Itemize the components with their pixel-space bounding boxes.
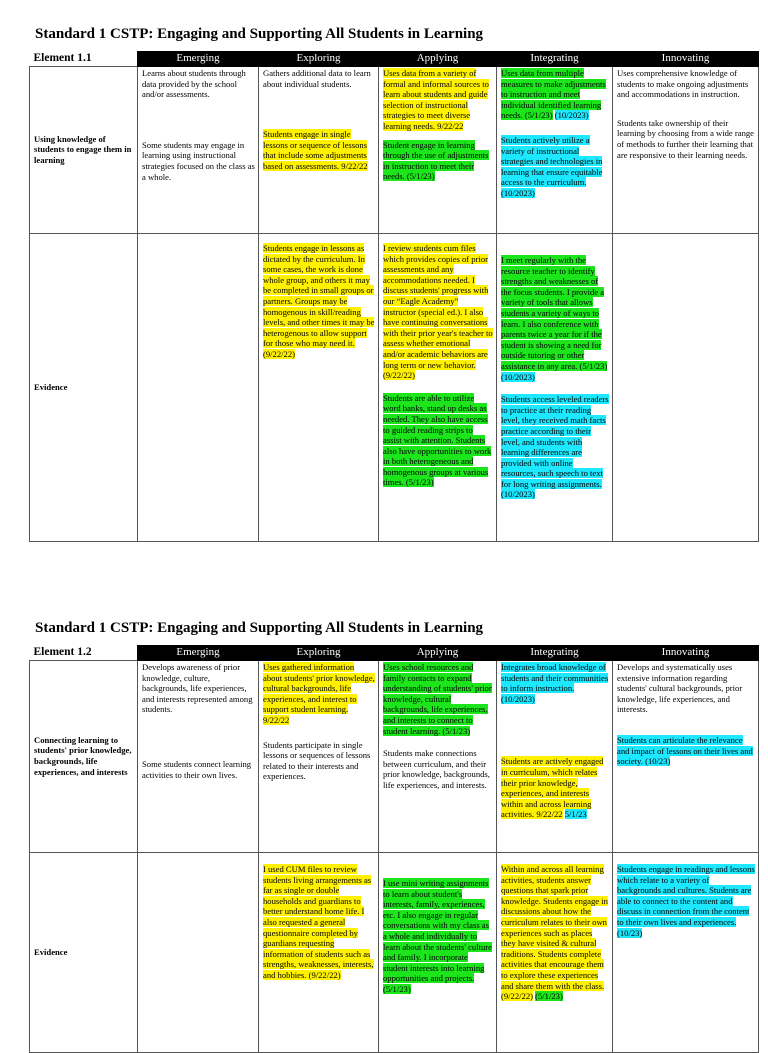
innovating-cell — [613, 67, 759, 234]
column-header-exploring: Exploring — [259, 52, 379, 67]
emerging-cell — [138, 67, 259, 234]
element-1-1-table — [29, 51, 759, 542]
descriptor-text: Develops and systematically uses extensive information regarding students' cultural backgrounds, prior knowledge, life experiences, and interests. — [617, 662, 743, 715]
element-1-2-table — [29, 645, 759, 1053]
emerging-cell — [138, 853, 259, 1053]
row-label: Evidence — [30, 234, 138, 542]
descriptor-text: Some students may engage in learning using instructional strategies focused on the class as a whole. — [142, 139, 255, 182]
row-label: Connecting learning to students' prior knowledge, backgrounds, life experiences, and interests — [30, 661, 138, 853]
highlighted-text: Students are actively engaged in curriculum, which relates their prior knowledge, experiences, and interests within and across learning activities. 9/22/22 — [501, 756, 604, 820]
applying-cell — [379, 661, 497, 853]
highlighted-text: I meet regularly with the resource teacher to identify strengths and weaknesses of the focus students. I provide a variety of tools that allows students a variety of ways to learn. I also conference with parents twice a year for if the student is showing a need for outside tutoring or other assistance in any area. (5/1/23) — [501, 255, 608, 371]
integrating-cell — [497, 67, 613, 234]
column-header-innovating: Innovating — [613, 52, 759, 67]
section2-title: Standard 1 CSTP: Engaging and Supporting All Students in Learning — [35, 620, 484, 636]
highlighted-text: Uses school resources and family contacts to expand understanding of students' prior knowledge, cultural backgrounds, life experiences, and interests to connect to student learning. (5/1/23) — [383, 662, 492, 736]
highlighted-text: 5/1/23 — [564, 809, 587, 820]
applying-cell — [379, 234, 497, 542]
descriptor-text: Uses comprehensive knowledge of students to make ongoing adjustments and accommodations in instruction. — [617, 68, 749, 100]
row-label: Using knowledge of students to engage them in learning — [30, 67, 138, 234]
highlighted-text: Within and across all learning activities, students answer questions that spark prior knowledge. Students engage in discussions about how the curriculum relates to their own experiences such as places they have visited & cultural traditions. Students complete activities that encourage them to explore these experiences and share them with the class. — [501, 864, 608, 991]
highlighted-text: Uses data from a variety of formal and informal sources to learn about students and guide selection of instructional strategies to meet diverse learning needs. 9/22/22 — [383, 68, 489, 131]
highlighted-text: Students are able to utilize word banks, stand up desks as needed. They also have access to guided reading strips to assist with attention. Students also have opportunities to work in both heterogeneous and homogenous groups at various times. (5/1/23) — [383, 392, 492, 488]
column-header-applying: Applying — [379, 646, 497, 661]
descriptor-text: Some students connect learning activities to their own lives. — [142, 758, 252, 780]
descriptor-text: Students take ownership of their learning by choosing from a wide range of methods to further their learning that are responsive to their learning needs. — [617, 117, 754, 160]
element-label: Element 1.1 — [30, 52, 138, 67]
highlighted-text: Students actively utilize a variety of instructional strategies and technologies in learning that ensure equitable access to the curriculum. (10/2023) — [501, 134, 603, 198]
column-header-emerging: Emerging — [138, 646, 259, 661]
highlighted-text: Students engage in lessons as dictated by the curriculum. In some cases, the work is done whole group, and others it may be completed in small groups or partners. Groups may be homogenous in skill/reading levels, and other times it may be heterogenous to allow support for those who may need it. (9/22/22) — [263, 243, 375, 359]
descriptor-text: Students participate in single lessons or sequences of lessons related to their interests and experiences. — [263, 739, 371, 782]
exploring-cell — [259, 661, 379, 853]
descriptor-text: Develops awareness of prior knowledge, culture, backgrounds, life experiences, and interests represented among students. — [142, 662, 253, 715]
integrating-cell — [497, 853, 613, 1053]
highlighted-text: I review students cum files which provides copies of prior assessments and any accommodations needed. I discuss students' progress with our “Eagle Academy” instructor (special ed.). I also have continuing conversations with their prior year's teacher to assess whether emotional and/or academic behaviors are long term or new behavior. (9/22/22) — [383, 243, 493, 381]
highlighted-text: Student engage in learning through the use of adjustments in instruction to meet their needs. (5/1/23) — [383, 139, 489, 182]
descriptor-text: Learns about students through data provided by the school and/or assessments. — [142, 68, 246, 100]
table-row — [30, 67, 759, 234]
highlighted-text: Students can articulate the relevance and impact of lessons on their lives and society. (10/23) — [617, 734, 753, 767]
highlighted-text: Uses gathered information about students' prior knowledge, cultural backgrounds, life experiences, and interest to support student learning. 9/22/22 — [263, 662, 375, 725]
table-row — [30, 853, 759, 1053]
highlighted-text: (9/22/22) — [501, 991, 533, 1002]
descriptor-text: Gathers additional data to learn about individual students. — [263, 68, 371, 89]
emerging-cell — [138, 661, 259, 853]
highlighted-text: Students engage in readings and lessons which relate to a variety of backgrounds and cultures. Students are able to connect to the content and discuss in connection from the content to their own lives and experiences. (10/23) — [617, 864, 755, 938]
column-header-innovating: Innovating — [613, 646, 759, 661]
highlighted-text: Integrates broad knowledge of students and their communities to inform instruction. (10/2023) — [501, 662, 609, 704]
element-label: Element 1.2 — [30, 646, 138, 661]
exploring-cell — [259, 67, 379, 234]
column-header-integrating: Integrating — [497, 52, 613, 67]
emerging-cell — [138, 234, 259, 542]
highlighted-text: (10/2023) — [501, 371, 535, 382]
column-header-integrating: Integrating — [497, 646, 613, 661]
column-header-applying: Applying — [379, 52, 497, 67]
highlighted-text: (10/2023) — [554, 110, 589, 121]
applying-cell — [379, 853, 497, 1053]
exploring-cell — [259, 234, 379, 542]
table-row — [30, 661, 759, 853]
highlighted-text: I used CUM files to review students living arrangements as far as single or double households and guardians to better understand home life. I also requested a general questionnaire completed by guardians requesting information of students such as strengths, weaknesses, interests, and hobbies. (9/22/22) — [263, 864, 374, 980]
integrating-cell — [497, 661, 613, 853]
innovating-cell — [613, 234, 759, 542]
column-header-exploring: Exploring — [259, 646, 379, 661]
descriptor-text: Students make connections between curriculum, and their prior knowledge, backgrounds, life experiences, and interests. — [383, 748, 490, 790]
highlighted-text: Students access leveled readers to practice at their reading level, they received math facts practice according to their level, and students with learning differences are provided with online resources, such speech to text for long writing assignments. (10/2023) — [501, 394, 609, 500]
section1-title: Standard 1 CSTP: Engaging and Supporting All Students in Learning — [35, 26, 484, 42]
innovating-cell — [613, 853, 759, 1053]
highlighted-text: I use mini writing assignments to learn about student's interests, family, experiences, etc. I also engage in regular conversations with my class as a whole and individually to learn about the students' culture and family. I incorporate student interests into learning opportunities and projects. (5/1/23) — [383, 878, 492, 994]
integrating-cell — [497, 234, 613, 542]
table-row — [30, 234, 759, 542]
column-header-emerging: Emerging — [138, 52, 259, 67]
row-label: Evidence — [30, 853, 138, 1053]
highlighted-text: (5/1/23) — [535, 991, 563, 1002]
exploring-cell — [259, 853, 379, 1053]
highlighted-text: Students engage in single lessons or sequence of lessons that include some adjustments based on assessments. 9/22/22 — [263, 129, 368, 171]
applying-cell — [379, 67, 497, 234]
highlighted-text: Uses data from multiple measures to make adjustments to instruction and meet individual identified learning needs. (5/1/23) — [501, 68, 606, 121]
innovating-cell — [613, 661, 759, 853]
